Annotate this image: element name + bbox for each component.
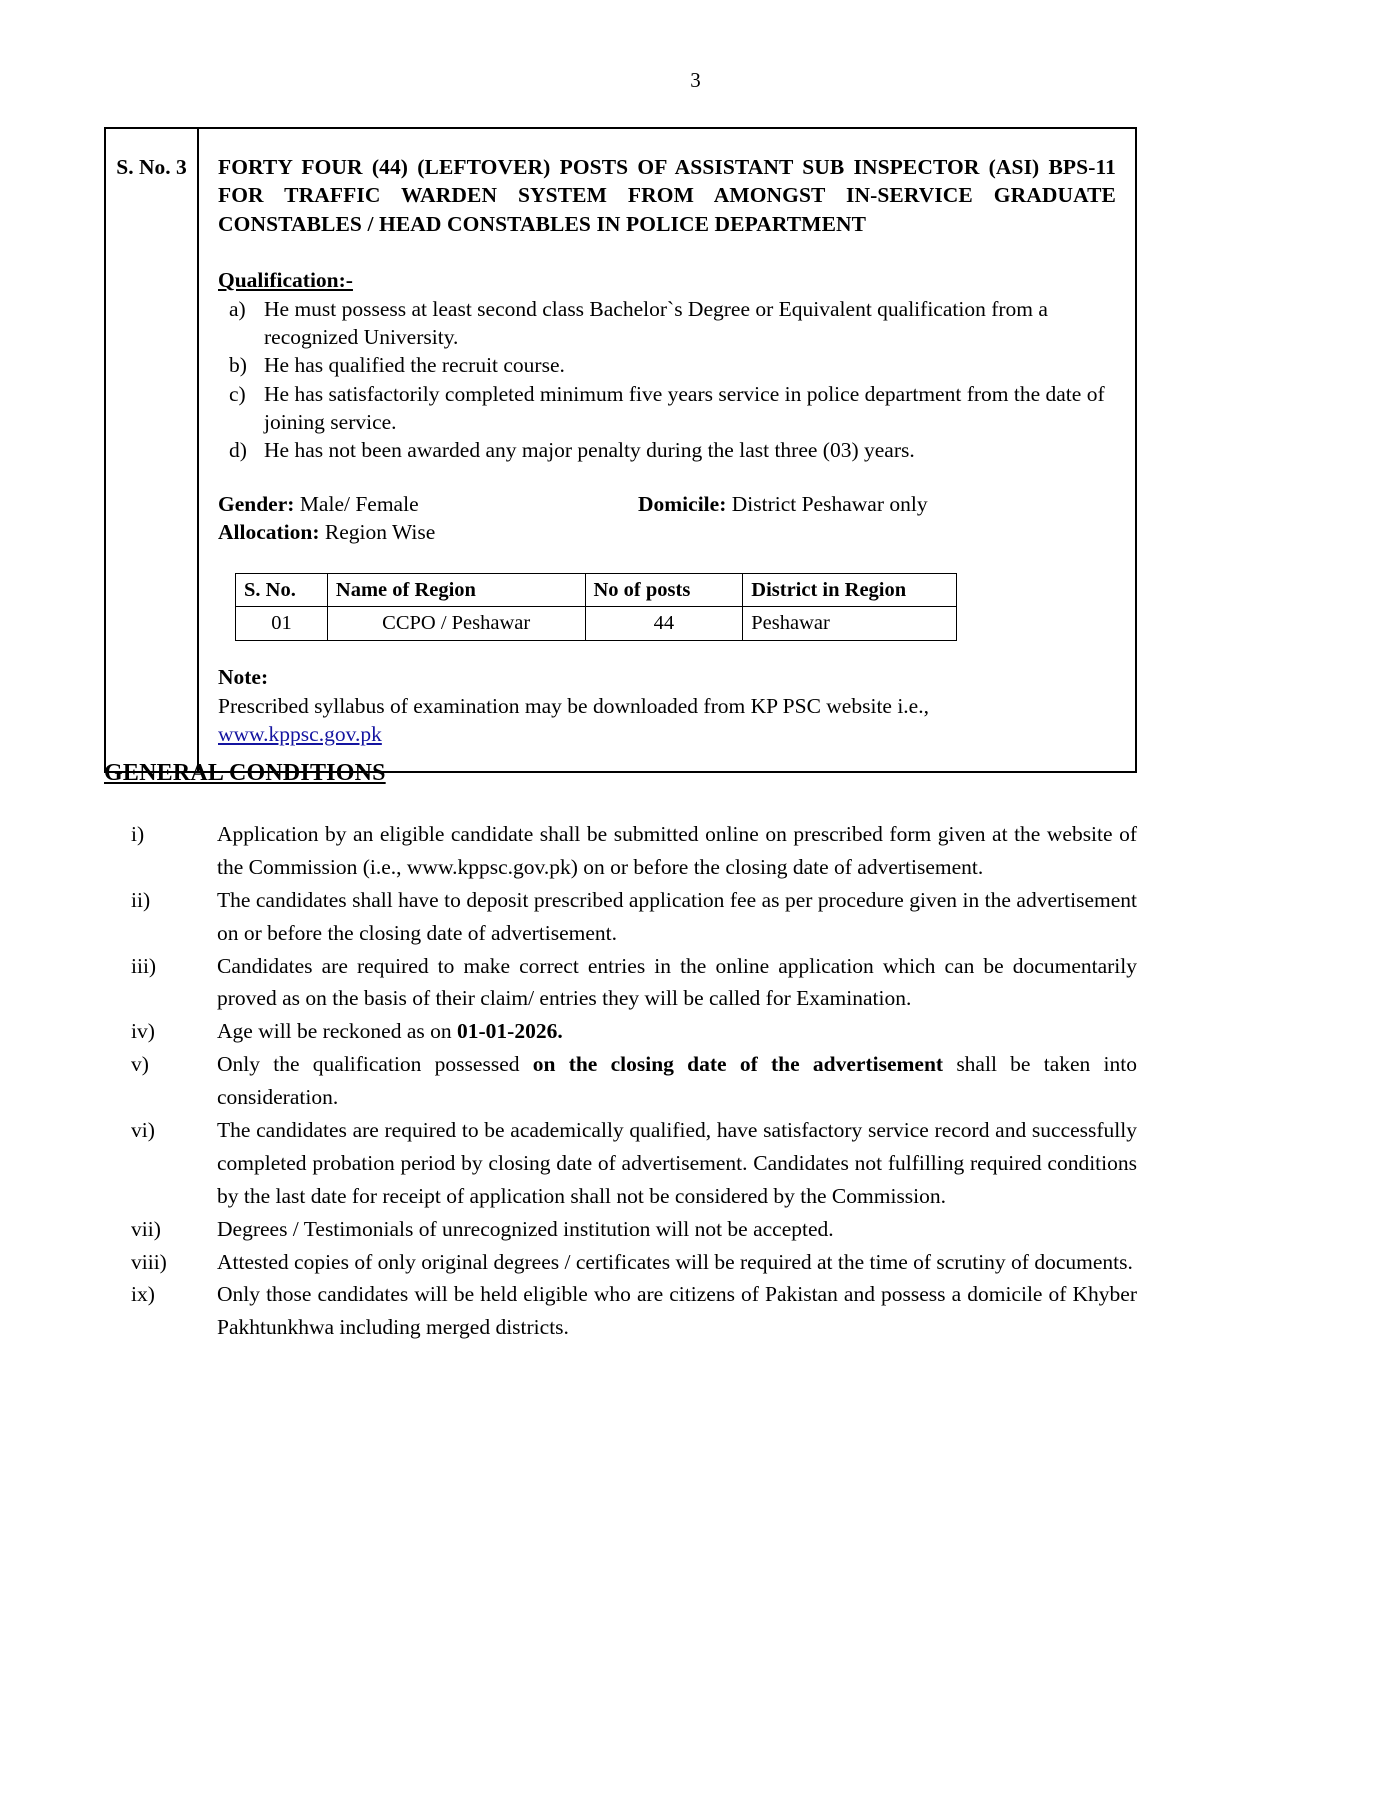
post-details-box [104,127,1137,773]
qualification-item [218,295,1116,351]
page-number: 3 [690,68,701,92]
general-condition-marker: vii) [131,1216,161,1241]
region-table-cell: 01 [236,607,328,641]
qualification-item [218,380,1116,436]
kppsc-website-link[interactable]: www.kppsc.gov.pk [218,722,382,747]
general-condition-marker: ix) [131,1282,155,1307]
region-table-header-cell: S. No. [236,573,328,607]
gender-domicile-row [218,490,1116,518]
domicile-label: Domicile: [638,492,727,517]
qualification-item-text: He has satisfactorily completed minimum five years service in police department from the date of joining service. [264,381,1105,434]
general-condition-marker: iv) [131,1019,155,1044]
note-heading: Note: [218,665,269,690]
qualification-item [218,436,1116,464]
general-condition-item [104,950,1137,1016]
general-condition-marker: ii) [131,887,151,912]
general-condition-text: The candidates are required to be academically qualified, have satisfactory service record and successfully completed probation period by closing date of advertisement. Candidates not fulfilling required conditions by the last date for receipt of application shall not be considered by the Commission. [217,1118,1137,1208]
general-conditions-list [104,818,1137,1344]
region-table-cell: Peshawar [743,607,957,641]
general-condition-marker: v) [131,1052,149,1077]
allocation-value: Region Wise [324,520,436,545]
qualification-item-marker: c) [229,381,246,406]
general-conditions-heading: GENERAL CONDITIONS [104,760,386,786]
general-condition-item [104,818,1137,884]
qualification-item-text: He has not been awarded any major penalty during the last three (03) years. [264,437,915,462]
gender-label: Gender: [218,492,295,517]
general-condition-text: Only the qualification possessed [217,1052,533,1077]
general-condition-marker: i) [131,822,145,846]
gender-value: Male/ Female [299,492,419,517]
qualification-item-text: He has qualified the recruit course. [264,353,565,378]
general-condition-marker: iii) [131,953,157,978]
post-meta-block [218,490,1116,547]
region-table-cell: CCPO / Peshawar [327,607,585,641]
post-title: FORTY FOUR (44) (LEFTOVER) POSTS OF ASSISTANT SUB INSPECTOR (ASI) BPS-11 FOR TRAFFIC WARDEN SYSTEM FROM AMONGST IN-SERVICE GRADUATE CONSTABLES / HEAD CONSTABLES IN POLICE DEPARTMENT [218,155,1116,236]
general-condition-text-emphasis: 01-01-2026. [457,1019,563,1044]
post-serial-number: S. No. 3 [106,129,199,771]
general-condition-text: Age will be reckoned as on [217,1019,458,1044]
general-condition-text-emphasis: on the closing date of the advertisement [532,1052,944,1077]
note-block [218,663,1116,749]
domicile-field [638,490,928,518]
qualification-item [218,351,1116,379]
region-table-head [236,573,957,607]
allocation-label: Allocation: [218,520,320,545]
general-condition-text: Application by an eligible candidate shall be submitted online on prescribed form given at the website of the Commission (i.e., www.kppsc.gov.pk) on or before the closing date of advertisement. [217,822,1137,879]
region-table-header-cell: District in Region [743,573,957,607]
general-condition-text: shall be taken into consideration. [217,1052,1137,1110]
allocation-field [218,518,435,546]
general-condition-item [104,1048,1137,1114]
post-details-body [199,129,1135,771]
domicile-value: District Peshawar only [731,492,928,517]
note-text: Prescribed syllabus of examination may be downloaded from KP PSC website i.e., [218,693,929,718]
general-condition-text: Only those candidates will be held eligible who are citizens of Pakistan and possess a domicile of Khyber Pakhtunkhwa including merged districts. [217,1282,1137,1340]
gender-field [218,490,638,518]
general-condition-item [104,1015,1137,1048]
general-condition-item [104,1213,1137,1246]
region-table-body [236,607,957,641]
general-condition-text: Attested copies of only original degrees / certificates will be required at the time of scrutiny of documents. [217,1249,1133,1274]
qualification-item-text: He must possess at least second class Bachelor`s Degree or Equivalent qualification from a recognized University. [264,297,1048,350]
general-condition-text: Candidates are required to make correct entries in the online application which can be documentarily proved as on the basis of their claim/ entries they will be called for Examination. [217,953,1137,1011]
qualification-item-marker: d) [229,437,247,462]
general-condition-item [104,1278,1137,1344]
general-condition-text: Degrees / Testimonials of unrecognized institution will not be accepted. [217,1216,834,1241]
region-table-header-cell: No of posts [585,573,743,607]
qualification-list [218,295,1116,464]
qualification-heading: Qualification:- [218,268,353,293]
region-table-header-cell: Name of Region [327,573,585,607]
region-allocation-table [235,573,957,641]
region-table-cell: 44 [585,607,743,641]
qualification-heading-wrap [218,238,1116,293]
qualification-item-marker: b) [229,353,247,378]
general-condition-marker: viii) [131,1249,167,1274]
general-condition-item [104,1246,1137,1279]
general-condition-text: The candidates shall have to deposit prescribed application fee as per procedure given in the advertisement on or before the closing date of advertisement. [217,887,1137,945]
general-condition-marker: vi) [131,1118,155,1143]
allocation-row [218,518,1116,546]
region-table-header-row [236,573,957,607]
region-table-row [236,607,957,641]
general-condition-item [104,1114,1137,1213]
qualification-item-marker: a) [229,297,246,322]
general-condition-item [104,884,1137,950]
